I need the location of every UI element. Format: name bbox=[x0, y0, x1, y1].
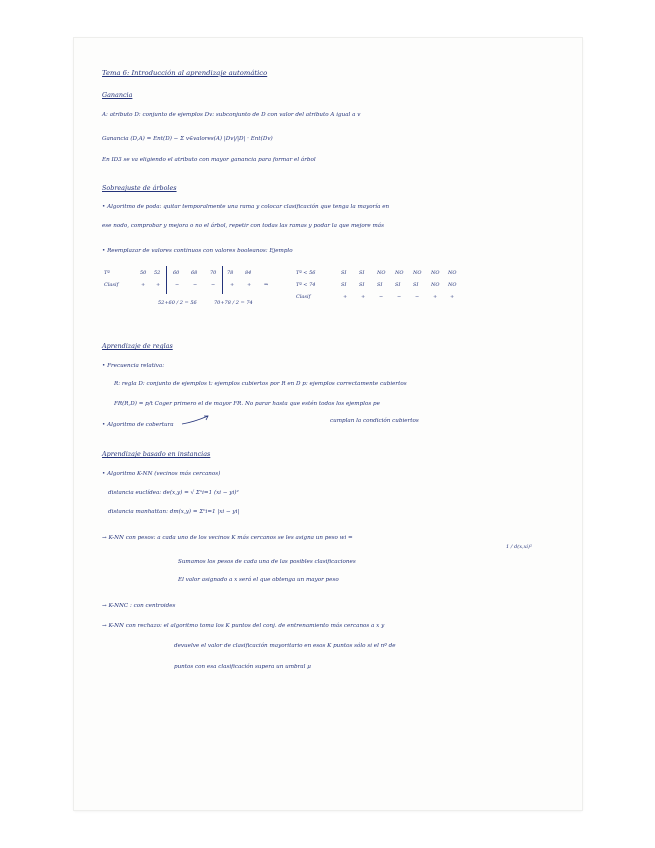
section-heading-reglas: Aprendizaje de reglas bbox=[102, 342, 173, 350]
section-heading-instancias: Aprendizaje basado en instancias bbox=[102, 450, 211, 458]
bool-table-row-label: Tª < 56 bbox=[296, 270, 316, 276]
bool-table-row-label: Clasif bbox=[296, 294, 311, 300]
bool-table-cell: NO bbox=[448, 282, 457, 288]
knnc-line: → K-NNC : con centroides bbox=[102, 603, 176, 609]
suma-pesos-line: Sumamos los pesos de cada una de las posibles clasificaciones bbox=[178, 559, 356, 565]
example-clasif-value: − bbox=[175, 282, 180, 288]
poda-line-2: ese nodo, comprobar y mejora o no el árbol, repetir con todas las ramas y podar la que mejore más bbox=[102, 223, 384, 229]
section-heading-sobreajuste: Sobreajuste de árboles bbox=[102, 184, 177, 192]
example-temp-value: 84 bbox=[245, 270, 252, 276]
example-temp-value: 78 bbox=[227, 270, 234, 276]
example-clasif-value: + bbox=[141, 282, 146, 288]
fr-formula-continued: cumplan la condición cubiertos bbox=[330, 418, 419, 424]
knn-rechazo-line-3: puntos con esa clasificación supera un umbral μ bbox=[174, 664, 311, 670]
example-temp-value: 68 bbox=[191, 270, 198, 276]
example-temp-value: 70 bbox=[210, 270, 217, 276]
example-temp-value: 52 bbox=[154, 270, 161, 276]
bool-table-cell: SI bbox=[377, 282, 383, 288]
notebook-page bbox=[74, 38, 582, 810]
knn-rechazo-line-1: → K-NN con rechazo: el algoritmo toma los K puntos del conj. de entrenamiento más cercanos a x y bbox=[102, 623, 385, 629]
page-title: Tema 6: Introducción al aprendizaje automático bbox=[102, 69, 268, 77]
bool-table-cell: NO bbox=[395, 270, 404, 276]
bool-table-cell: + bbox=[450, 294, 455, 300]
example-clasif-value: + bbox=[247, 282, 252, 288]
example-temp-value: 60 bbox=[173, 270, 180, 276]
cobertura-line: • Algoritmo de cobertura bbox=[102, 422, 174, 428]
bool-table-cell: + bbox=[433, 294, 438, 300]
threshold-calc-1: 52+60 / 2 = 56 bbox=[158, 300, 197, 306]
bool-table-cell: + bbox=[343, 294, 348, 300]
regla-definitions: R: regla D: conjunto de ejemplos t: ejemplos cubiertos por R en D p: ejemplos correctamente cubiertos bbox=[114, 381, 407, 387]
example-clasif-value: − bbox=[193, 282, 198, 288]
example-clasif-value: − bbox=[211, 282, 216, 288]
bool-table-cell: SI bbox=[341, 282, 347, 288]
knn-heading: • Algoritmo K-NN (vecinos más cercanos) bbox=[102, 471, 221, 477]
example-temp-value: 50 bbox=[140, 270, 147, 276]
separator-line bbox=[166, 266, 167, 294]
arrow-icon: ⇒ bbox=[264, 282, 269, 288]
valor-asignado-line: El valor asignado a x será el que obtenga un mayor peso bbox=[178, 577, 339, 583]
example-temp-label: Tª bbox=[104, 270, 110, 276]
separator-line bbox=[222, 266, 223, 294]
id3-note: En ID3 se va eligiendo el atributo con mayor ganancia para formar el árbol bbox=[102, 157, 316, 163]
bool-table-cell: SI bbox=[359, 282, 365, 288]
ganancia-definitions: A: atributo D: conjunto de ejemplos Dv: subconjunto de D con valor del atributo A igual a v bbox=[102, 112, 361, 118]
bool-table-cell: SI bbox=[341, 270, 347, 276]
threshold-calc-2: 70+78 / 2 = 74 bbox=[214, 300, 253, 306]
bool-table-cell: SI bbox=[413, 282, 419, 288]
bool-table-cell: NO bbox=[448, 270, 457, 276]
section-heading-ganancia: Ganancia bbox=[102, 91, 133, 99]
bool-table-cell: NO bbox=[413, 270, 422, 276]
bool-table-cell: − bbox=[379, 294, 384, 300]
example-clasif-value: + bbox=[230, 282, 235, 288]
bool-table-row-label: Tª < 74 bbox=[296, 282, 316, 288]
example-clasif-label: Clasif bbox=[104, 282, 119, 288]
euclidean-distance: distancia euclídea: de(x,y) = √ Σⁿi=1 (xi − yi)² bbox=[108, 490, 239, 496]
knn-pesos-line: → K-NN con pesos: a cada uno de los vecinos K más cercanos se les asigna un peso wi = bbox=[102, 535, 353, 541]
bool-table-cell: NO bbox=[377, 270, 386, 276]
ganancia-formula: Ganancia (D,A) = Ent(D) − Σ v∈valores(A) |Dv|/|D| · Ent(Dv) bbox=[102, 136, 273, 142]
bool-table-cell: SI bbox=[359, 270, 365, 276]
arrow-icon bbox=[180, 414, 212, 426]
fr-formula: FR(R,D) = p/t Coger primero el de mayor FR. No parar hasta que estén todos los ejemplos pe bbox=[114, 401, 380, 407]
example-clasif-value: + bbox=[156, 282, 161, 288]
reemplazo-line: • Reemplazar de valores continuos con valores booleanos: Ejemplo bbox=[102, 248, 293, 254]
bool-table-cell: NO bbox=[431, 282, 440, 288]
manhattan-distance: distancia manhattan: dm(x,y) = Σⁿi=1 |xi − yi| bbox=[108, 509, 240, 515]
weight-formula: 1 / d(x,xi)² bbox=[506, 544, 532, 550]
bool-table-cell: − bbox=[415, 294, 420, 300]
frecuencia-heading: • Frecuencia relativa: bbox=[102, 363, 165, 369]
poda-line-1: • Algoritmo de poda: quitar temporalmente una rama y colocar clasificación que tenga la mayoría en bbox=[102, 204, 390, 210]
bool-table-cell: − bbox=[397, 294, 402, 300]
bool-table-cell: SI bbox=[395, 282, 401, 288]
bool-table-cell: NO bbox=[431, 270, 440, 276]
knn-rechazo-line-2: devuelve el valor de clasificación mayoritario en esos K puntos sólo si el nº de bbox=[174, 643, 396, 649]
bool-table-cell: + bbox=[361, 294, 366, 300]
